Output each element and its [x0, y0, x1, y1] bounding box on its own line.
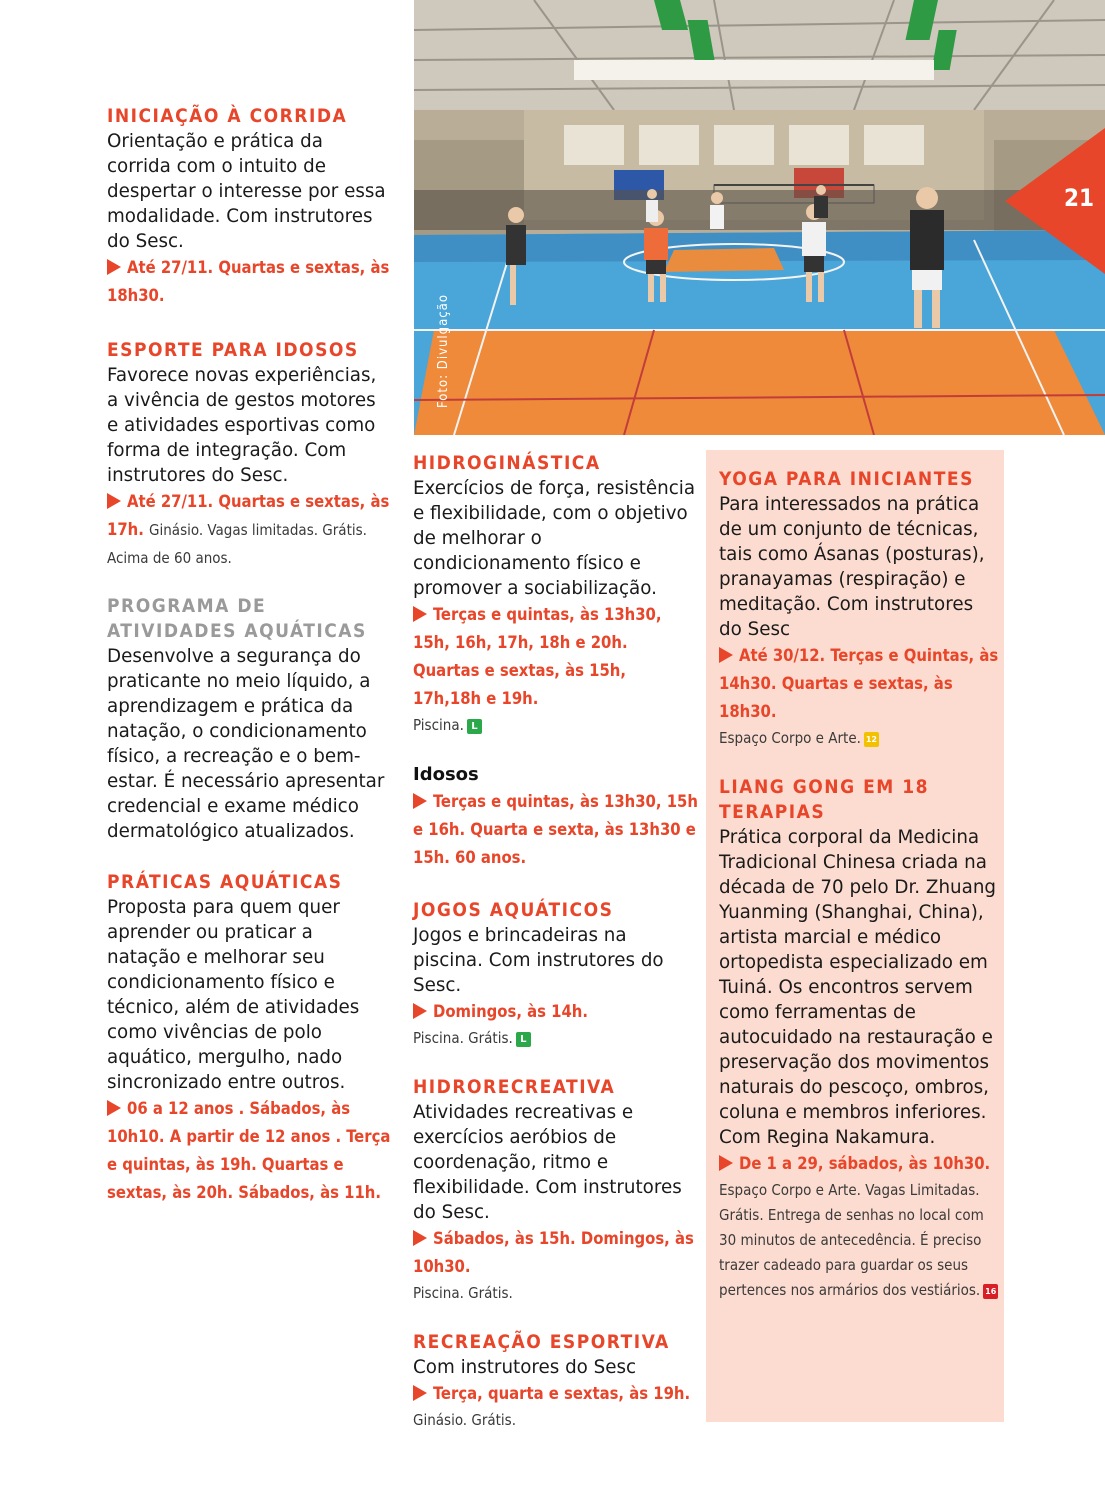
section-hidrorecreativa: [413, 1075, 698, 1306]
section-title: JOGOS AQUÁTICOS: [413, 899, 614, 921]
section-title: HIDROGINÁSTICA: [413, 452, 601, 474]
schedule-text: Até 27/11. Quartas e sextas, às 18h30.: [107, 258, 390, 305]
section-description: Exercícios de força, resistência e flexibilidade, com o objetivo de melhorar o condicionamento físico e promover a sociabilização.: [413, 478, 696, 599]
section-info: [719, 1178, 999, 1303]
section-hidroginastica: [413, 451, 698, 872]
section-programa-aquaticas: [107, 594, 392, 844]
schedule: [413, 1225, 698, 1281]
schedule: [719, 642, 999, 726]
section-description: Desenvolve a segurança do praticante no meio líquido, a aprendizagem e prática da natação, o condicionamento físico, a recreação e o bem-estar. É necessário apresentar credencial e exame médico dermatológico atualizados.: [107, 646, 385, 842]
schedule: [107, 1095, 392, 1207]
schedule-text: De 1 a 29, sábados, às 10h30.: [739, 1154, 991, 1173]
schedule: [413, 601, 698, 713]
section-recreacao-esportiva: [413, 1330, 698, 1433]
rating-badge-l: L: [467, 719, 482, 734]
schedule-text: Domingos, às 14h.: [433, 1002, 589, 1021]
rating-badge-16: 16: [983, 1284, 998, 1299]
schedule-text: 06 a 12 anos . Sábados, às 10h10. A partir de 12 anos . Terça e quintas, às 19h. Quartas e sextas, às 20h. Sábados, às 11h.: [107, 1099, 391, 1202]
play-arrow-icon: [719, 647, 733, 663]
info-text: Espaço Corpo e Arte. Vagas Limitadas. Grátis. Entrega de senhas no local com 30 minutos de antecedência. É preciso trazer cadeado para guardar os seus pertences nos armários dos vestiários.: [719, 1181, 984, 1299]
section-title: RECREAÇÃO ESPORTIVA: [413, 1331, 670, 1353]
section-info: [413, 1026, 698, 1051]
play-arrow-icon: [413, 1385, 427, 1401]
play-arrow-icon: [413, 606, 427, 622]
rating-badge-12: 12: [864, 732, 879, 747]
play-arrow-icon: [413, 1230, 427, 1246]
column-3: [719, 467, 999, 1325]
schedule-text: Sábados, às 15h. Domingos, às 10h30.: [413, 1229, 694, 1276]
photo-caption: Foto: Divulgação: [436, 294, 451, 408]
section-iniciacao-corrida: [107, 104, 392, 310]
schedule: [719, 1150, 999, 1178]
section-title: ESPORTE PARA IDOSOS: [107, 339, 359, 361]
section-description: Favorece novas experiências, a vivência de gestos motores e atividades esportivas como forma de integração. Com instrutores do Sesc.: [107, 365, 377, 486]
schedule: [413, 998, 698, 1026]
schedule-text: Até 27/11. Quartas e sextas, às 17h.: [107, 492, 390, 539]
section-title: PRÁTICAS AQUÁTICAS: [107, 871, 343, 893]
play-arrow-icon: [719, 1155, 733, 1171]
section-description: Atividades recreativas e exercícios aeróbios de coordenação, ritmo e flexibilidade. Com instrutores do Sesc.: [413, 1102, 682, 1223]
section-info: [413, 713, 698, 738]
section-description: Para interessados na prática de um conjunto de técnicas, tais como Ásanas (posturas), pranayamas (respiração) e meditação. Com instrutores do Sesc: [719, 494, 985, 640]
column-1: [107, 104, 392, 1229]
schedule: [107, 488, 392, 572]
gym-photo: [414, 0, 1105, 435]
schedule-text: Terça, quarta e sextas, às 19h.: [433, 1384, 691, 1403]
play-arrow-icon: [413, 793, 427, 809]
play-arrow-icon: [413, 1003, 427, 1019]
section-title: HIDRORECREATIVA: [413, 1076, 616, 1098]
section-info: Piscina. Grátis.: [413, 1284, 513, 1302]
play-arrow-icon: [107, 1100, 121, 1116]
info-text: Piscina. Grátis.: [413, 1029, 513, 1047]
play-arrow-icon: [107, 259, 121, 275]
column-2: [413, 451, 698, 1455]
section-info: [719, 726, 999, 751]
schedule: [413, 788, 698, 872]
section-title: INICIAÇÃO À CORRIDA: [107, 105, 348, 127]
rating-badge-l: L: [516, 1032, 531, 1047]
schedule-text: Até 30/12. Terças e Quintas, às 14h30. Quartas e sextas, às 18h30.: [719, 646, 999, 721]
section-description: Proposta para quem quer aprender ou praticar a natação e melhorar seu condicionamento físico e técnico, além de atividades como vivências de polo aquático, mergulho, nado sincronizado entre outros.: [107, 897, 360, 1093]
section-info: Ginásio. Grátis.: [413, 1411, 517, 1429]
info-text: Espaço Corpo e Arte.: [719, 729, 861, 747]
section-info: Ginásio. Vagas limitadas. Grátis. Acima de 60 anos.: [107, 521, 367, 567]
gym-photo-illustration: [414, 0, 1105, 435]
schedule-text: Terças e quintas, às 13h30, 15h, 16h, 17h, 18h e 20h. Quartas e sextas, às 15h, 17h,18h e 19h.: [413, 605, 662, 708]
info-text: Piscina.: [413, 716, 464, 734]
section-description: Orientação e prática da corrida com o intuito de despertar o interesse por essa modalidade. Com instrutores do Sesc.: [107, 131, 386, 252]
section-jogos-aquaticos: [413, 898, 698, 1051]
section-liang-gong: [719, 775, 999, 1303]
schedule-text: Terças e quintas, às 13h30, 15h e 16h. Quarta e sexta, às 13h30 e 15h. 60 anos.: [413, 792, 698, 867]
section-description: Prática corporal da Medicina Tradicional Chinesa criada na década de 70 pelo Dr. Zhuang Yuanming (Shanghai, China), artista marcial e médico ortopedista especializado em Tuiná. Os encontros servem como ferramentas de autocuidado na restauração e preservação dos movimentos naturais do pescoço, ombros, coluna e membros inferiores. Com Regina Nakamura.: [719, 827, 997, 1148]
play-arrow-icon: [107, 493, 121, 509]
schedule: [413, 1380, 698, 1408]
subsection-title: Idosos: [413, 764, 479, 785]
section-title: LIANG GONG EM 18 TERAPIAS: [719, 776, 930, 823]
section-description: Com instrutores do Sesc: [413, 1357, 637, 1378]
section-esporte-idosos: [107, 338, 392, 572]
page-number: 21: [1063, 184, 1095, 212]
section-title: YOGA PARA INICIANTES: [719, 468, 974, 490]
section-yoga: [719, 467, 999, 751]
section-title: PROGRAMA DE ATIVIDADES AQUÁTICAS: [107, 595, 367, 642]
section-description: Jogos e brincadeiras na piscina. Com instrutores do Sesc.: [413, 925, 664, 996]
schedule: [107, 254, 392, 310]
section-praticas-aquaticas: [107, 870, 392, 1207]
